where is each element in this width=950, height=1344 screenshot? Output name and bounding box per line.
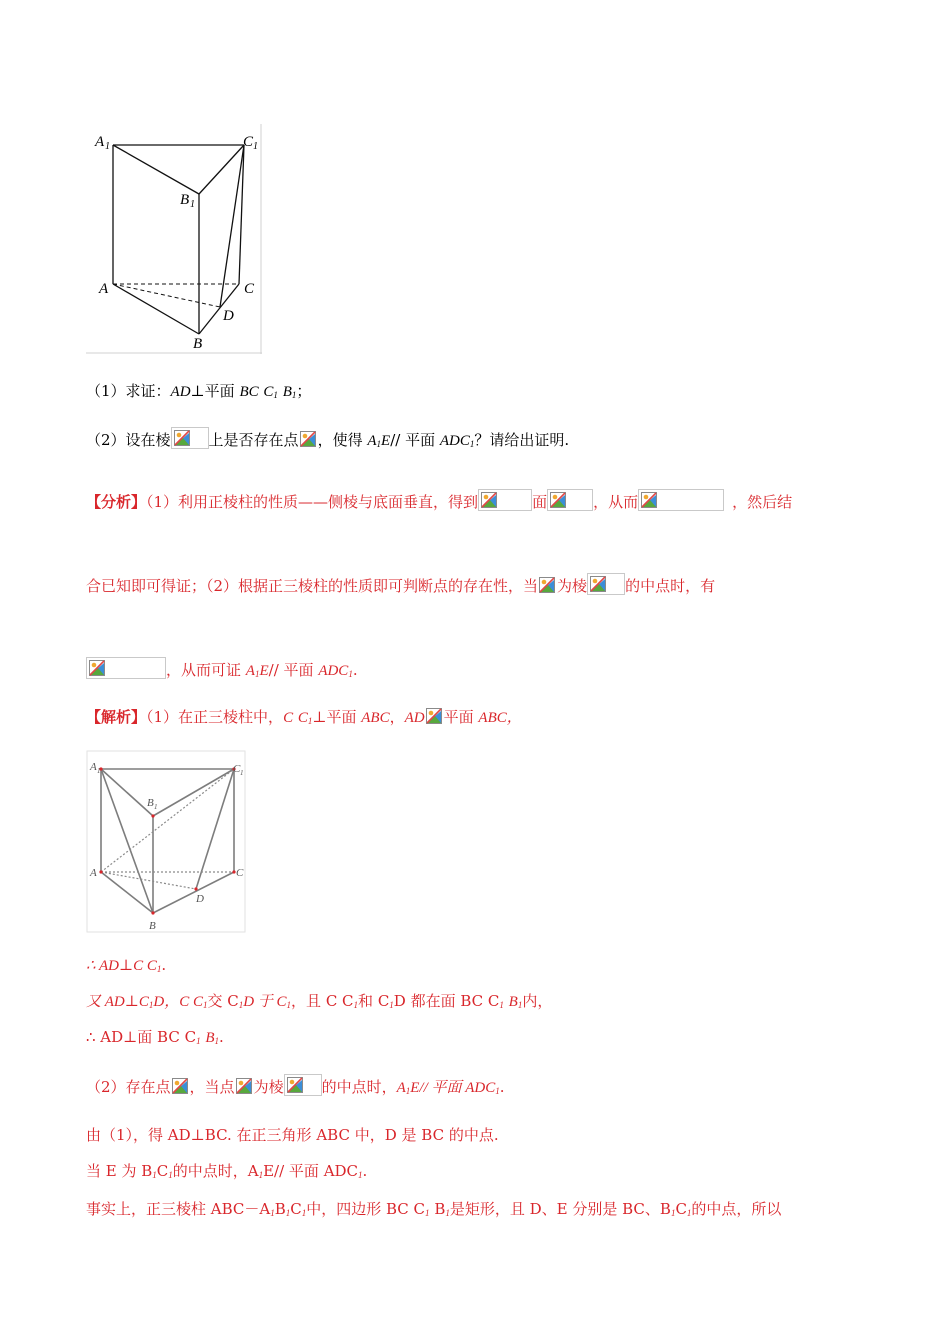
svg-text:D: D — [196, 893, 204, 905]
label-A: A — [99, 281, 109, 297]
analysis-line-2: 合已知即可得证；（2）根据正三棱柱的性质即可判断点的存在性，当 为棱 的中点时，有 — [86, 573, 715, 597]
broken-image-icon — [638, 489, 724, 511]
figure-prism-1 — [86, 124, 263, 355]
broken-image-icon — [86, 657, 166, 679]
broken-image-icon — [547, 489, 593, 511]
svg-text:A: A — [90, 761, 97, 773]
broken-image-icon — [171, 427, 209, 449]
proof-line-7: 事实上，正三棱柱 $ABC-A_1B_1C_1$中，四边形 BC $C_1$ $B_1$是矩形，且 D、E 分别是 BC、$B_1C_1$的中点，所以 — [86, 1200, 782, 1218]
question-2: （2）设在棱 上是否存在点 ，使得 $A_1E//$ 平面 $ADC_1$？请给出证明. — [86, 427, 569, 455]
question-1: （1）求证：AD⊥平面 BC $C_1$ $B_1$； — [86, 382, 312, 400]
label-A1: A — [95, 134, 105, 150]
analysis-line-3: ，从而可证 $A_1E//$ 平面 $ADC_1$. — [86, 657, 358, 685]
svg-text:A: A — [90, 867, 97, 879]
svg-text:B: B — [149, 920, 156, 932]
proof-line-3: ∴ AD⊥面 BC $C_1$ $B_1$. — [86, 1028, 224, 1046]
svg-text:1: 1 — [240, 769, 244, 777]
broken-image-icon — [425, 706, 444, 726]
proof-line-6: 当 E 为 $B_1C_1$的中点时，$A_1E//$ 平面 $ADC_1$. — [86, 1162, 368, 1180]
label-B1: B — [180, 192, 190, 208]
solution-tag: 【解析】 — [86, 708, 147, 726]
svg-text:C: C — [233, 763, 241, 775]
solution-line-1: 【解析】（1）在正三棱柱中，C $C_1\perp$平面 ABC，AD 平面 ABC， — [86, 708, 522, 726]
broken-image-icon — [284, 1074, 322, 1096]
svg-text:1: 1 — [154, 803, 158, 811]
svg-text:1: 1 — [105, 141, 110, 152]
label-B: B — [193, 336, 203, 352]
label-C1: C — [243, 134, 254, 150]
svg-text:B: B — [147, 797, 154, 809]
svg-text:C: C — [236, 867, 244, 879]
svg-text:1: 1 — [253, 141, 258, 152]
analysis-line-1: 【分析】（1）利用正棱柱的性质——侧棱与底面垂直，得到 面 ，从而 ，然后结 — [86, 489, 792, 513]
proof-line-2: 又 $AD\perp C_1D$，C $C_1$交 $C_1D$ 于 $C_1$，且 C $C_1$和 $C_1D$ 都在面 BC $C_1$ $B_1$内， — [86, 992, 553, 1010]
proof-line-4: （2）存在点 ，当点 为棱 的中点时，$A_1E//$ 平面 $ADC_1$. — [86, 1074, 505, 1102]
broken-image-icon — [171, 1076, 190, 1096]
broken-image-icon — [587, 573, 625, 595]
svg-text:1: 1 — [97, 767, 101, 775]
svg-text:1: 1 — [190, 199, 195, 210]
proof-line-5: 由（1），得 AD⊥BC. 在正三角形 ABC 中，D 是 BC 的中点. — [86, 1126, 499, 1144]
proof-line-1: ∴ AD⊥C $C_1$. — [86, 956, 167, 974]
label-D: D — [223, 308, 234, 324]
broken-image-icon — [235, 1076, 254, 1096]
broken-image-icon — [299, 429, 318, 449]
analysis-tag: 【分析】 — [86, 493, 147, 511]
label-C: C — [244, 281, 255, 297]
broken-image-icon — [478, 489, 532, 511]
broken-image-icon — [538, 575, 557, 595]
figure-prism-2 — [86, 750, 246, 934]
